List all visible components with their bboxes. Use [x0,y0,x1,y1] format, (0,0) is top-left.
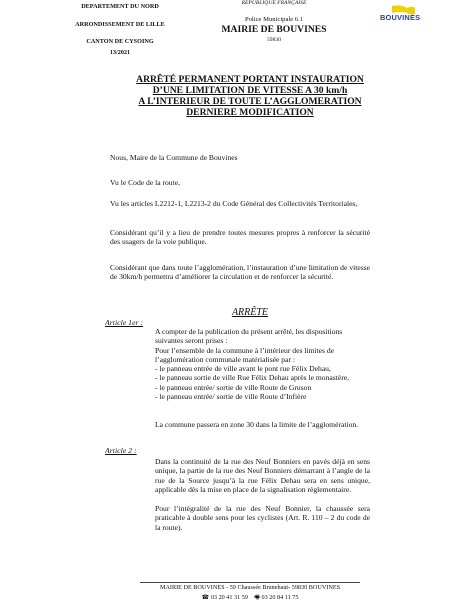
title-line-4: DERNIERE MODIFICATION [186,107,314,118]
article-2-paragraph-1: Dans la continuité de la rue des Neuf Bonniers en pavés déjà en sens unique, la partie de la rue des Neuf Bonniers démarrant à l’angle de la rue de la Source jusqu’à la rue Félix Dehau sera en sens unique, applicable dès la mise en place de la signalisation règlementaire. [155,457,370,494]
republic-label: REPUBLIQUE FRANÇAISE [241,0,307,6]
title-line-3: A L’INTERIEUR DE TOUTE L’AGGLOMERATION [138,96,362,107]
article-1-line: suivantes seront prises : [155,336,228,346]
mairie-label: MAIRIE DE BOUVINES [221,24,327,35]
article-1-line: - le panneau entrée/ sortie de ville Route d’Infière [155,392,307,402]
footer-contact [100,592,400,600]
article-1-line: - le panneau entrée/ sortie de ville Route de Gruson [155,382,312,392]
bouvines-logo [378,4,421,26]
preamble-considerant-1: Considérant qu’il y a lieu de prendre toutes mesures propres à renforcer la sécurité des usagers de la voie publique. [110,228,370,247]
footer-address: MAIRIE DE BOUVINES - 59 Chaussée Brunehaut- 59830 BOUVINES [159,584,341,591]
document-title [110,74,390,118]
article-1-line: - le panneau entrée de ville avant le pont rue Félix Dehau, [155,364,331,374]
article-1-line: Pour l’ensemble de la commune à l’intérieur des limites de [155,345,335,355]
article-1-line: - le panneau sortie de ville Rue Félix Dehau après le monastère, [155,373,349,383]
arrete-heading: ARRÊTE [231,307,269,318]
department-label: DEPARTEMENT DU NORD [81,3,159,10]
article-2-paragraph-2: Pour l’intégralité de la rue des Neuf Bonnier, la chaussée sera praticable à double sens pour les cyclistes (Art. R. 110 – 2 du code de la route). [155,504,370,532]
article-2-label: Article 2 : [105,446,137,455]
police-label: Police Municipale 6.1 [244,16,304,23]
fax-icon: 🖷 [254,594,260,600]
preamble-code-route: Vu le Code de la route, [110,178,180,187]
article-1-label: Article 1er : [105,318,144,327]
logo-text: BOUVINES [380,13,421,22]
article-1-line: A compter de la publication du présent arrêté, les dispositions [155,327,343,336]
preamble-articles: Vu les articles L2212-1, L2213-2 du Code Général des Collectivités Territoriales, [110,199,358,208]
arrondissement-label: ARRONDISSEMENT DE LILLE [75,21,165,28]
postcode-label: 59830 [267,37,281,43]
title-line-2: D’UNE LIMITATION DE VITESSE A 30 km/h [152,85,348,96]
footer-phone: 03 20 41 31 59 [210,594,248,600]
phone-icon: ☎ [201,594,210,600]
title-line-1: ARRÊTÉ PERMANENT PORTANT INSTAURATION [136,74,364,85]
footer-divider [140,582,360,583]
preamble-considerant-2: Considérant que dans toute l’agglomération, l’instauration d’une limitation de vitesse de 30km/h permettra d’améliorer la circulation et de renforcer la sécurité. [110,263,370,282]
footer-fax: 03 20 84 11 75 [261,594,299,600]
preamble-mayor: Nous, Maire de la Commune de Bouvines [110,153,238,162]
article-1-body [155,327,385,401]
canton-label: CANTON DE CYSOING [86,38,154,45]
article-1-line: l’agglomération communale matérialisée par : [155,354,296,364]
article-1-closing: La commune passera en zone 30 dans la limite de l’agglomération. [155,420,359,429]
reference-number: 13/2021 [109,49,131,56]
